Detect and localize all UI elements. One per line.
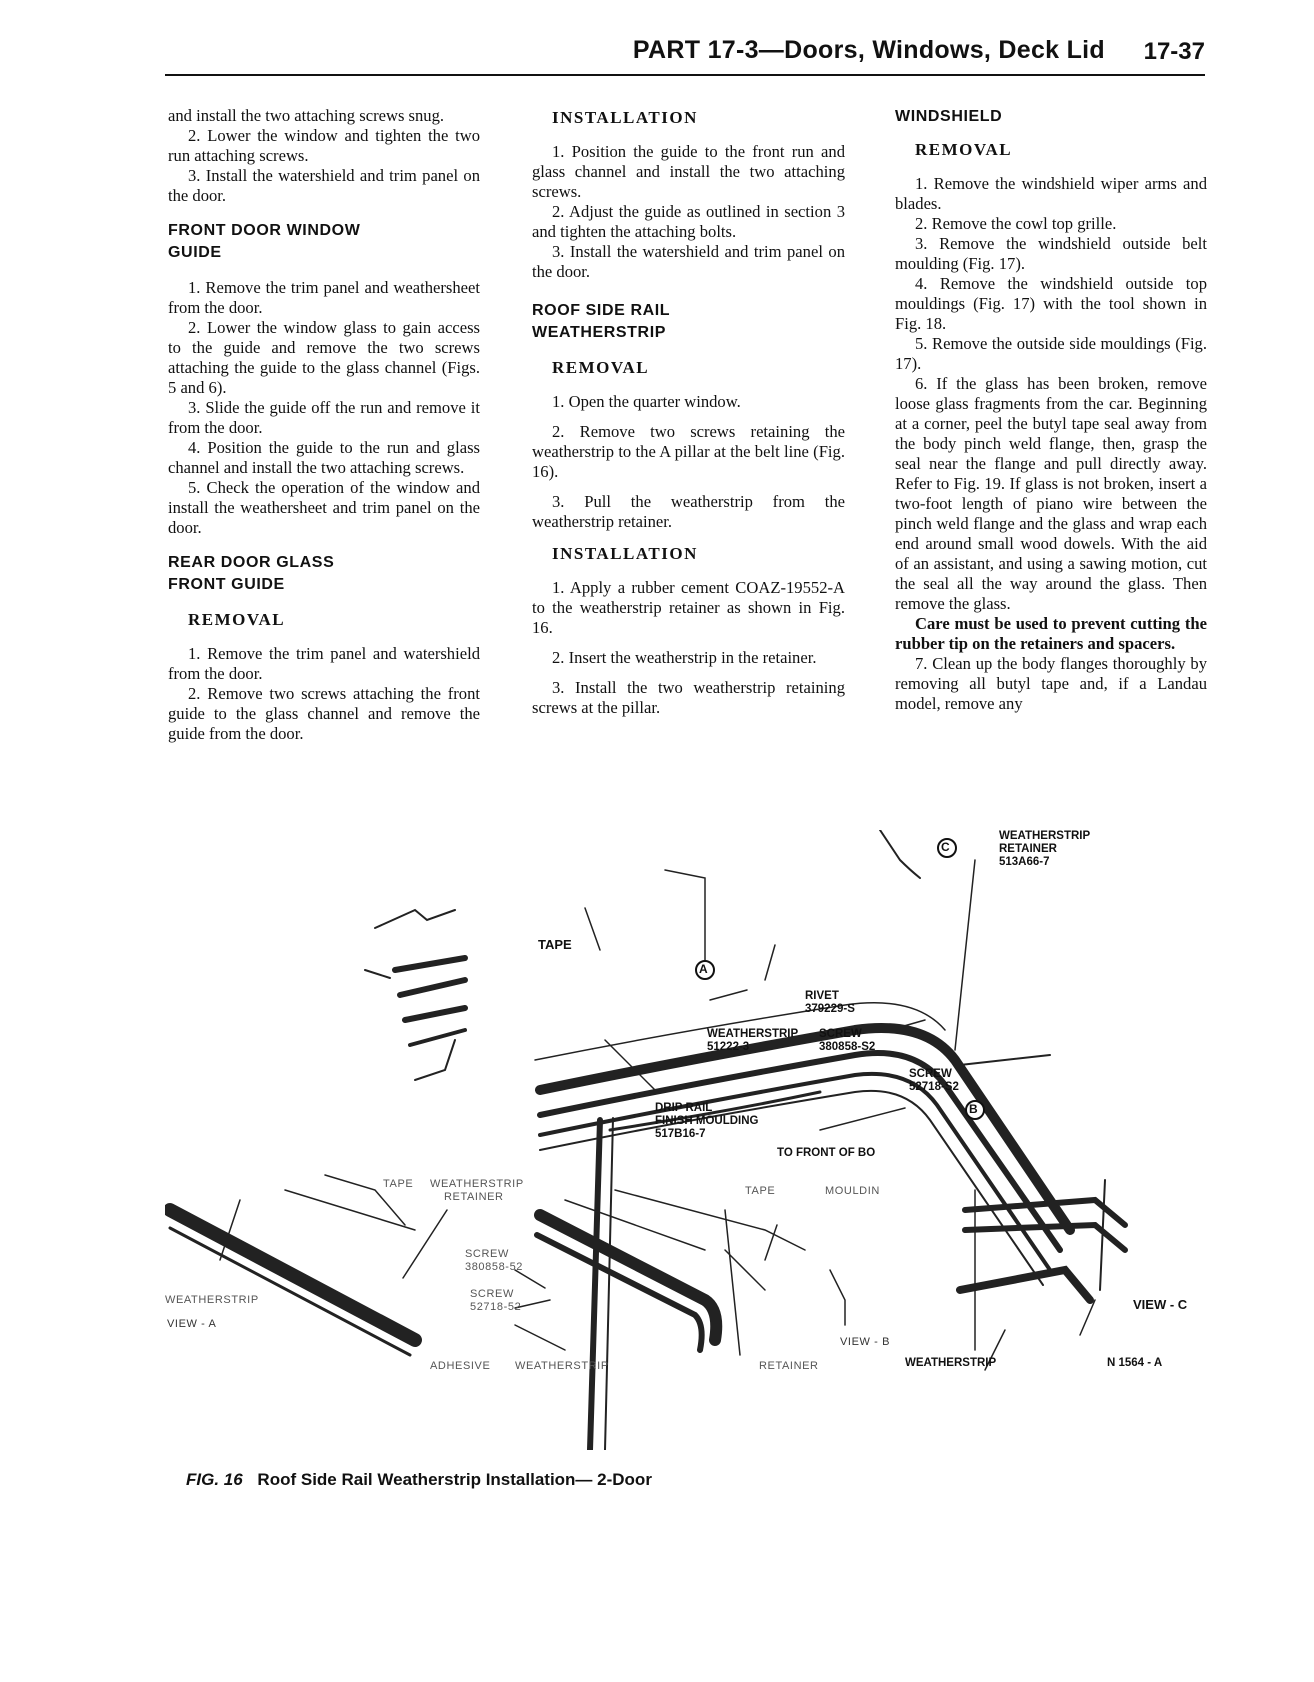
paragraph: 1. Apply a rubber cement COAZ-19552-A to the weatherstrip retainer as shown in Fig. 16.: [532, 578, 845, 637]
label-line: 513A66-7: [999, 856, 1050, 868]
paragraph: 2. Lower the window glass to gain access to the guide and remove the two screws attaching the guide to the glass channel (Figs. 5 and 6).: [168, 318, 480, 397]
paragraph: 3. Slide the guide off the run and remove it from the door.: [168, 398, 480, 437]
paragraph: 3. Install the two weatherstrip retaining screws at the pillar.: [532, 678, 845, 717]
paragraph: 2. Remove the cowl top grille.: [915, 214, 1117, 233]
view-b-moulding-label: MOULDIN: [825, 1185, 880, 1197]
paragraph: 2. Adjust the guide as outlined in section 3 and tighten the attaching bolts.: [532, 202, 845, 241]
screw-label-1: [819, 1028, 875, 1054]
view-b-weatherstrip-label: WEATHERSTRIP: [515, 1360, 609, 1372]
section-heading: [532, 300, 845, 344]
view-a-screw-label-2: [470, 1288, 521, 1314]
page-header: [165, 36, 1205, 76]
label-line: RETAINER: [444, 1191, 504, 1203]
label-line: SCREW: [909, 1068, 952, 1080]
text-column-1: [168, 106, 480, 744]
weatherstrip-label: [707, 1028, 798, 1054]
sub-heading: REMOVAL: [188, 610, 286, 629]
paragraph: 4. Remove the windshield outside top mouldings (Fig. 17) with the tool shown in Fig. 18.: [895, 274, 1207, 333]
view-c-title: VIEW - C: [1133, 1297, 1188, 1312]
figure-caption: [186, 1470, 652, 1490]
part-title: PART 17-3—Doors, Windows, Deck Lid: [632, 36, 1105, 64]
heading-line: REAR DOOR GLASS: [168, 554, 335, 571]
label-line: WEATHERSTRIP: [707, 1028, 799, 1040]
to-front-label: TO FRONT OF BO: [777, 1147, 876, 1159]
paragraph: and install the two attaching screws snug.: [168, 106, 445, 125]
view-b-tape-label: TAPE: [745, 1185, 776, 1197]
label-line: RIVET: [805, 990, 839, 1002]
view-c-weatherstrip-label: WEATHERSTRIP: [905, 1357, 997, 1369]
sub-heading: REMOVAL: [552, 358, 650, 377]
rivet-label: [805, 990, 855, 1016]
paragraph: 1. Remove the windshield wiper arms and blades.: [895, 174, 1207, 213]
label-line: 380858-52: [465, 1261, 524, 1273]
view-a-screw-label-1: [465, 1248, 523, 1274]
figure-code-label: N 1564 - A: [1107, 1357, 1163, 1369]
view-a-tape-label: TAPE: [383, 1178, 414, 1190]
view-a-adhesive-label: ADHESIVE: [430, 1360, 491, 1372]
paragraph: 1. Position the guide to the front run and glass channel and install the two attaching screws.: [532, 142, 845, 201]
label-line: 52718-52: [470, 1301, 522, 1313]
paragraph: 6. If the glass has been broken, remove loose glass fragments from the car. Beginning at a corner, peel the butyl tape seal away from the body pinch weld flange, then, grasp the seal near the flange and pull directly away. Refer to Fig. 19. If glass is not broken, insert a two-foot length of piano wire between the pinch weld flange and the glass and wrap each end around small wood dowels. With the aid of an assistant, and using a sawing motion, cut the seal all the way around the glass. Then remove the glass.: [895, 374, 1207, 613]
label-line: SCREW: [819, 1028, 862, 1040]
figure-title: Roof Side Rail Weatherstrip Installation— 2-Door: [257, 1470, 652, 1489]
section-heading: [168, 220, 480, 264]
view-a-title: VIEW - A: [167, 1318, 217, 1330]
label-line: 517B16-7: [655, 1128, 706, 1140]
heading-line: ROOF SIDE RAIL: [532, 302, 671, 319]
paragraph: 2. Lower the window and tighten the two run attaching screws.: [168, 126, 480, 165]
section-heading: WINDSHIELD: [895, 108, 1003, 125]
sub-heading: INSTALLATION: [552, 544, 698, 563]
callout-c-marker: C: [941, 840, 950, 854]
label-line: WEATHERSTRIP: [999, 830, 1091, 842]
figure-16: [165, 830, 1215, 1450]
caution-text: Care must be used to prevent cutting the rubber tip on the retainers and spacers.: [895, 614, 1207, 653]
paragraph: 2. Remove two screws attaching the front guide to the glass channel and remove the guide from the door.: [168, 684, 480, 743]
label-line: 52718-S2: [909, 1081, 959, 1093]
callout-b-marker: B: [969, 1102, 978, 1116]
paragraph: 3. Remove the windshield outside belt moulding (Fig. 17).: [895, 234, 1207, 273]
callout-a-marker: A: [699, 962, 708, 976]
sub-heading: REMOVAL: [915, 140, 1013, 159]
label-line: 379229-S: [805, 1003, 855, 1015]
label-line: SCREW: [465, 1248, 509, 1260]
paragraph: 7. Clean up the body flanges thoroughly by removing all butyl tape and, if a Landau model, remove any: [895, 654, 1207, 713]
retainer-label: [999, 830, 1090, 869]
screw-label-2: [909, 1068, 959, 1094]
drip-rail-label: [655, 1102, 759, 1141]
paragraph: 1. Remove the trim panel and weathersheet from the door.: [168, 278, 480, 317]
label-line: DRIP RAIL: [655, 1102, 713, 1114]
paragraph: 5. Remove the outside side mouldings (Fig. 17).: [895, 334, 1207, 373]
page-number: 17-37: [1143, 38, 1205, 65]
paragraph: 4. Position the guide to the run and glass channel and install the two attaching screws.: [168, 438, 480, 477]
heading-line: FRONT GUIDE: [168, 576, 285, 593]
paragraph: 5. Check the operation of the window and install the weathersheet and trim panel on the door.: [168, 478, 480, 537]
label-line: RETAINER: [999, 843, 1057, 855]
paragraph: 1. Open the quarter window.: [552, 392, 741, 411]
text-column-3: [895, 106, 1207, 714]
text-column-2: [532, 106, 845, 718]
heading-line: FRONT DOOR WINDOW: [168, 222, 361, 239]
heading-line: WEATHERSTRIP: [532, 324, 667, 341]
paragraph: 3. Pull the weatherstrip from the weatherstrip retainer.: [532, 492, 845, 531]
tape-label: TAPE: [538, 937, 572, 952]
paragraph: 2. Remove two screws retaining the weatherstrip to the A pillar at the belt line (Fig. 16).: [532, 422, 845, 481]
label-line: 380858-S2: [819, 1041, 876, 1053]
paragraph: 1. Remove the trim panel and watershield from the door.: [168, 644, 480, 683]
view-b-retainer-label: RETAINER: [759, 1360, 819, 1372]
paragraph: 3. Install the watershield and trim panel on the door.: [532, 242, 845, 281]
label-line: 51222-3: [707, 1041, 750, 1053]
label-line: SCREW: [470, 1288, 514, 1300]
paragraph: 2. Insert the weatherstrip in the retainer.: [552, 648, 817, 667]
label-line: WEATHERSTRIP: [430, 1178, 524, 1190]
paragraph: 3. Install the watershield and trim panel on the door.: [168, 166, 480, 205]
figure-number: FIG. 16: [186, 1470, 243, 1489]
section-heading: [168, 552, 480, 596]
label-line: FINISH MOULDING: [655, 1115, 759, 1127]
view-a-retainer-label: [430, 1178, 524, 1204]
sub-heading: INSTALLATION: [552, 108, 698, 127]
view-a-weatherstrip-label: WEATHERSTRIP: [165, 1294, 259, 1306]
heading-line: GUIDE: [168, 244, 222, 261]
view-b-title: VIEW - B: [840, 1336, 891, 1348]
